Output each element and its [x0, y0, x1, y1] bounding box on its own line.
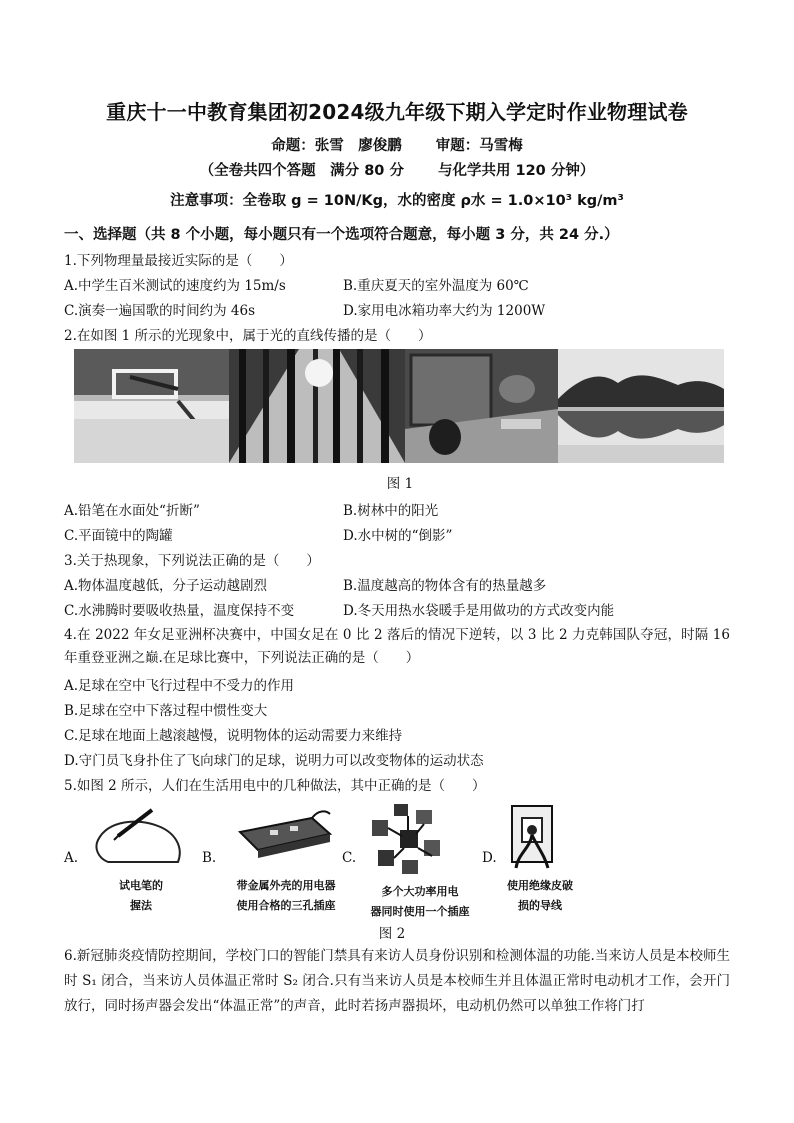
exam-title: 重庆十一中教育集团初2024级九年级下期入学定时作业物理试卷 [106, 100, 688, 124]
damaged-wire-icon [508, 804, 568, 870]
q3-option-b: B.温度越高的物体含有的热量越多 [343, 578, 547, 594]
fig2-letter-c: C. [342, 850, 357, 866]
q1-option-a: A.中学生百米测试的速度约为 15m/s [64, 278, 286, 294]
question-6-text: 6.新冠肺炎疫情防控期间，学校门口的智能门禁具有来访人员身份识别和检测体温的功能.当来访人员是本校师生时 S₁ 闭合，当来访人员体温正常时 S₂ 闭合.只有当来访人员是本校师生并且体温正常时电动机才工作，会开门放行，同时扬声器会发出“体温正常”的声音，此时若扬声器损坏，电动机仍然可以单独工作将门打 [64, 948, 730, 1014]
tree-reflection-photo [558, 349, 724, 463]
forest-sunlight-photo [229, 349, 405, 463]
question-4-stem: 4.在 2022 年女足亚洲杯决赛中，中国女足在 0 比 2 落后的情况下逆转，以 3 比 2 力克韩国队夺冠，时隔 16 年重登亚洲之巅.在足球比赛中，下列说法正确的是（ ） [64, 627, 730, 666]
q3-option-d: D.冬天用热水袋暖手是用做功的方式改变内能 [343, 603, 615, 619]
question-3-stem: 3.关于热现象，下列说法正确的是（ ） [64, 553, 320, 569]
q3-option-c: C.水沸腾时要吸收热量，温度保持不变 [64, 603, 295, 619]
q3-option-a: A.物体温度越低，分子运动越剧烈 [64, 578, 268, 594]
q2-option-b: B.树林中的阳光 [343, 503, 439, 519]
q2-option-a: A.铅笔在水面处“折断” [64, 503, 200, 519]
q4-option-b: B.足球在空中下落过程中惯性变大 [64, 703, 268, 719]
exam-time: 与化学共用 120 分钟） [437, 163, 595, 179]
q1-option-b: B.重庆夏天的室外温度为 60℃ [343, 278, 529, 294]
figure-2-caption: 图 2 [378, 926, 406, 942]
figure-2 [64, 800, 730, 925]
exam-scope: （全卷共四个答题 满分 80 分 [199, 163, 404, 179]
q4-option-c: C.足球在地面上越滚越慢，说明物体的运动需要力来维持 [64, 728, 403, 744]
mirror-jar-photo [405, 349, 558, 463]
figure-1-caption: 图 1 [386, 476, 414, 492]
scope-line [0, 159, 794, 180]
notice-line: 注意事项：全卷取 g = 10N/Kg，水的密度 ρ水 = 1.0×10³ kg/m³ [170, 193, 624, 209]
fig2-letter-b: B. [202, 850, 217, 866]
power-strip-icon [234, 808, 334, 870]
fig2-caption-a: 试电笔的 握法 [119, 879, 163, 912]
figure-1-photos [74, 349, 724, 463]
reviewer: 审题：马雪梅 [435, 138, 523, 154]
q2-option-c: C.平面镜中的陶罐 [64, 528, 173, 544]
fig2-caption-c: 多个大功率用电 器同时使用一个插座 [370, 885, 470, 918]
authors: 命题：张雪 廖俊鹏 [271, 138, 402, 154]
q4-option-d: D.守门员飞身扑住了飞向球门的足球，说明力可以改变物体的运动状态 [64, 753, 484, 769]
overloaded-socket-icon [364, 800, 454, 882]
question-5-stem: 5.如图 2 所示，人们在生活用电中的几种做法，其中正确的是（ ） [64, 778, 486, 794]
question-2-stem: 2.在如图 1 所示的光现象中，属于光的直线传播的是（ ） [64, 328, 432, 344]
author-line [0, 134, 794, 155]
question-1-stem: 1.下列物理量最接近实际的是（ ） [64, 253, 293, 269]
fig2-caption-b: 带金属外壳的用电器 使用合格的三孔插座 [236, 879, 336, 912]
q1-option-c: C.演奏一遍国歌的时间约为 46s [64, 303, 256, 319]
pencil-in-water-photo [74, 349, 229, 463]
q2-option-d: D.水中树的“倒影” [343, 528, 453, 544]
fig2-letter-d: D. [482, 850, 497, 866]
fig2-caption-d: 使用绝缘皮破 损的导线 [507, 879, 573, 912]
test-pen-hand-icon [88, 800, 188, 870]
fig2-letter-a: A. [64, 850, 79, 866]
section-heading: 一、选择题（共 8 个小题，每小题只有一个选项符合题意，每小题 3 分，共 24 分.） [64, 227, 619, 243]
q1-option-d: D.家用电冰箱功率大约为 1200W [343, 303, 546, 319]
q4-option-a: A.足球在空中飞行过程中不受力的作用 [64, 678, 295, 694]
